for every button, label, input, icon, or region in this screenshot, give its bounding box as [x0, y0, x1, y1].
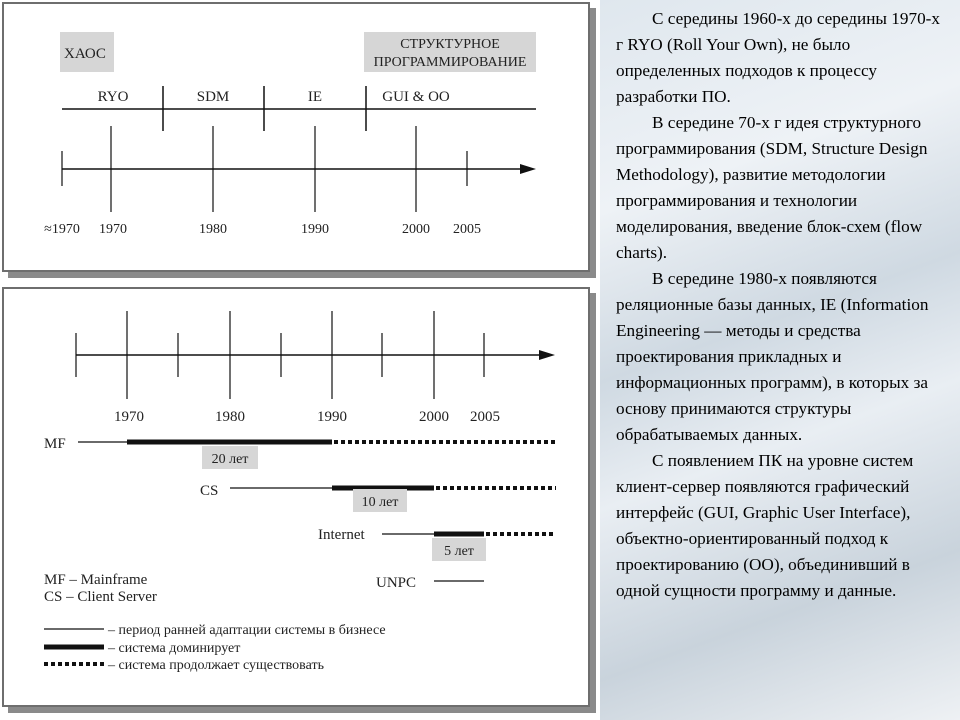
description-text [616, 6, 946, 604]
year-label: 2000 [419, 409, 449, 425]
phase-label: SDM [196, 89, 230, 105]
timeline-panel-top [2, 2, 590, 272]
year-label: 1980 [215, 409, 245, 425]
timeline-diagram-top [4, 4, 588, 270]
row-label-unpc: UNPC [376, 575, 417, 591]
axis-arrowhead [539, 350, 555, 360]
year-label: 1990 [301, 222, 329, 237]
timeline-panel-bottom [2, 287, 590, 707]
paragraph-2: В середине 70-х г идея структурного программирования (SDM, Structure Design Methodology), развитие методологии программирования и технологии моделирования, введение блок-схем (flow charts). [616, 113, 928, 262]
abbreviation-mf: MF – Mainframe [44, 572, 148, 588]
structured-label-line1: СТРУКТУРНОЕ [400, 37, 500, 52]
year-label: 1980 [199, 222, 227, 237]
structured-label-line2: ПРОГРАММИРОВАНИЕ [373, 55, 527, 70]
year-label: 2005 [453, 222, 481, 237]
axis-arrowhead [520, 164, 536, 174]
phase-label: GUI & OO [382, 89, 450, 105]
year-label: 2005 [470, 409, 500, 425]
year-label: 1970 [99, 222, 127, 237]
timeline-diagram-bottom [4, 289, 588, 705]
row-label-mf: MF [44, 436, 66, 452]
paragraph-1: С середины 1960-х до середины 1970-х г RYO (Roll Your Own), не было определенных подходов к процессу разработки ПО. [616, 9, 940, 106]
year-label: 2000 [402, 222, 430, 237]
chaos-label: ХАОС [64, 46, 106, 62]
row-label-cs: CS [200, 483, 219, 499]
phase-label: IE [307, 89, 323, 105]
duration-label: 20 лет [211, 452, 249, 467]
year-label: 1990 [317, 409, 347, 425]
duration-label: 5 лет [444, 544, 474, 559]
phase-label: RYO [97, 89, 129, 105]
legend-early-adoption: – период ранней адаптации системы в бизнесе [108, 623, 386, 638]
legend-dominant: – система доминирует [108, 641, 241, 656]
paragraph-4: С появлением ПК на уровне систем клиент-сервер появляются графический интерфейс (GUI, Graphic User Interface), объектно-ориентированный подход к проектированию (ОО), объединивший в одной сущности программу и данные. [616, 451, 914, 600]
paragraph-3: В середине 1980-х появляются реляционные базы данных, IE (Information Engineering — методы и средства проектирования прикладных и информационных программ), в которых за основу принимаются структуры обрабатываемых данных. [616, 269, 929, 444]
row-label-internet: Internet [318, 527, 365, 543]
abbreviation-cs: CS – Client Server [44, 589, 157, 605]
duration-label: 10 лет [361, 495, 399, 510]
year-label: 1970 [114, 409, 144, 425]
year-label: ≈1970 [44, 222, 80, 237]
legend-continuing: – система продолжает существовать [108, 658, 324, 673]
